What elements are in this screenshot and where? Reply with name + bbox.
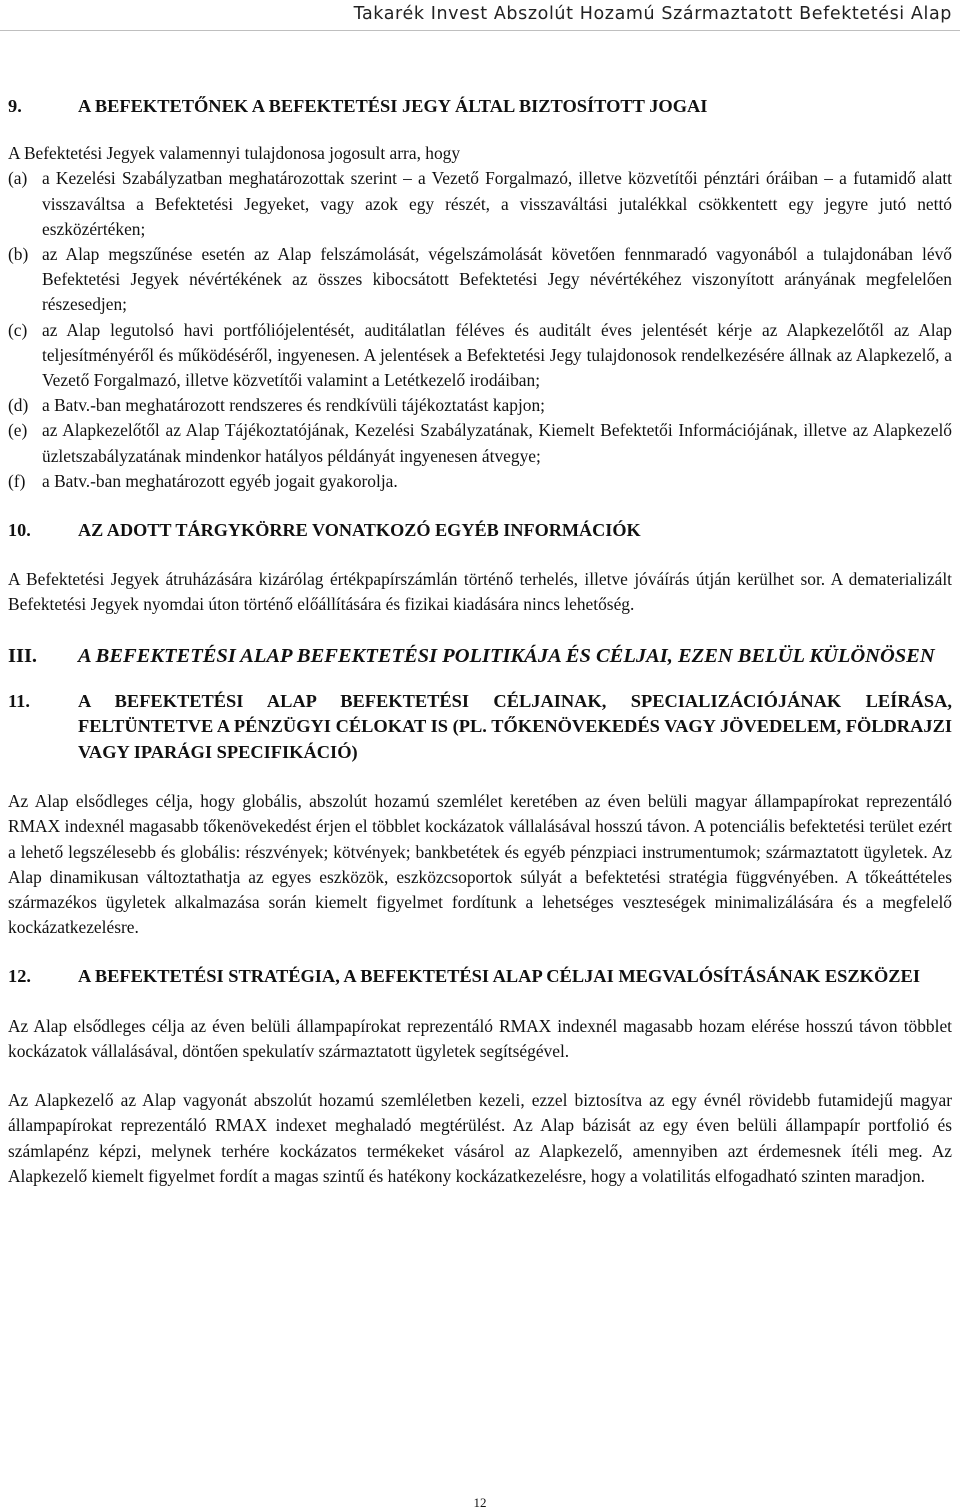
list-item-e bbox=[8, 418, 952, 468]
list-item-b bbox=[8, 242, 952, 318]
list-marker: (c) bbox=[8, 319, 28, 340]
list-marker: (a) bbox=[8, 168, 28, 189]
section-10-heading bbox=[8, 518, 952, 543]
list-text: a Kezelési Szabályzatban meghatározottak szerint – a Vezető Forgalmazó, illetve közvetítői pénztári óráiban – a futamidő alatt visszaváltsa a Befektetési Jegyeket, vagy azok egy részét, a visszaváltási jutalékkal csökkentett egy jegyre jutó nettó eszközértéken; bbox=[42, 168, 952, 239]
section-10-number: 10. bbox=[8, 520, 31, 541]
section-9-intro: A Befektetési Jegyek valamennyi tulajdonosa jogosult arra, hogy bbox=[8, 143, 461, 164]
section-12-body-2: Az Alapkezelő az Alap vagyonát abszolút hozamú szemléletben kezeli, ezzel biztosítva az egy évnél rövidebb futamidejű magyar állampapírokat reprezentáló RMAX indexet meghaladó megtérülést. Az Alap bázisát az egy éven belüli állampapír portfolió és számlapénz képzi, melynek terhére kockázatos termékeket vásárol az Alapkezelő, amennyiben azt érdemesnek ítéli meg. Az Alapkezelő kiemelt figyelmet fordít a magas szintű és hatékony kockázatkezelésre, hogy a volatilitás elfogadható szinten maradjon. bbox=[8, 1090, 952, 1186]
header-rule bbox=[0, 30, 960, 31]
list-marker: (e) bbox=[8, 420, 28, 441]
list-text: az Alap megszűnése esetén az Alap felszámolását, végelszámolását követően fennmaradó vagyonából a tulajdonában lévő Befektetési Jegyek névértékének az összes kibocsátott Befektetési Jegy névértékéhez viszonyított arányának megfelelően részesedjen; bbox=[42, 244, 952, 315]
list-text: a Batv.-ban meghatározott rendszeres és rendkívüli tájékoztatást kapjon; bbox=[42, 395, 546, 416]
page-number: 12 bbox=[473, 1495, 487, 1510]
section-12-title: A BEFEKTETÉSI STRATÉGIA, A BEFEKTETÉSI ALAP CÉLJAI MEGVALÓSÍTÁSÁNAK ESZKÖZEI bbox=[78, 966, 920, 987]
list-marker: (f) bbox=[8, 470, 26, 491]
list-text: az Alapkezelőtől az Alap Tájékoztatójának, Kezelési Szabályzatának, Kiemelt Befektetői Információjának, illetve az Alapkezelő üzletszabályzatának mindenkor hatályos példányát ingyenesen átvegye; bbox=[42, 420, 952, 466]
section-12-heading bbox=[8, 964, 952, 990]
part-3-number: III. bbox=[8, 644, 38, 667]
section-10-title: AZ ADOTT TÁRGYKÖRRE VONATKOZÓ EGYÉB INFORMÁCIÓK bbox=[78, 520, 641, 541]
list-marker: (b) bbox=[8, 244, 29, 265]
list-item-f bbox=[8, 469, 952, 494]
list-item-a bbox=[8, 166, 952, 242]
spacer bbox=[8, 1064, 952, 1088]
section-12-number: 12. bbox=[8, 966, 31, 987]
spacer bbox=[8, 940, 952, 964]
list-text: a Batv.-ban meghatározott egyéb jogait gyakorolja. bbox=[42, 470, 398, 491]
section-11-title: A BEFEKTETÉSI ALAP BEFEKTETÉSI CÉLJAINAK, SPECIALIZÁCIÓJÁNAK LEÍRÁSA, FELTÜNTETVE A PÉNZÜGYI CÉLOKAT IS (PL. TŐKENÖVEKEDÉS VAGY JÖVEDELEM, FÖLDRAJZI VAGY IPARÁGI SPECIFIKÁCIÓ) bbox=[78, 690, 952, 762]
section-9-heading bbox=[8, 94, 952, 119]
list-text: az Alap legutolsó havi portfóliójelentését, auditálatlan féléves és auditált éves jelentését kérje az Alapkezelőtől az Alap teljesítményéről és működéséről, ingyenesen. A jelentések a Befektetési Jegy tulajdonosok rendelkezésére állnak az Alapkezelő, a Vezető Forgalmazó, illetve közvetítői valamint a Letétkezelő irodáiban; bbox=[42, 319, 952, 391]
list-marker: (d) bbox=[8, 395, 29, 416]
section-11-number: 11. bbox=[8, 690, 30, 711]
section-11-body: Az Alap elsődleges célja, hogy globális, abszolút hozamú szemlélet keretében az éven belüli magyar állampapírokat reprezentáló RMAX indexnél magasabb tőkenövekedést érjen el többlet kockázatok vállalásával hosszú távon. A potenciális befektetési terület ezért a lehető legszélesebb és globális: részvények; kötvények; bankbetétek és egyéb pénzpiaci instrumentumok; származtatott ügyletek. Az Alap dinamikusan változtathatja az egyes eszközök, eszközcsoportok súlyát a befektetési stratégia függvényében. A tőkeáttételes származékos ügyletek alkalmazása során kiemelt figyelmet fordítunk a lehetséges veszteségek minimalizálására és a megfelelő kockázatkezelésre. bbox=[8, 791, 952, 938]
document-body bbox=[8, 94, 952, 1189]
section-9-title: A BEFEKTETŐNEK A BEFEKTETÉSI JEGY ÁLTAL BIZTOSÍTOTT JOGAI bbox=[78, 96, 708, 116]
page-header bbox=[0, 0, 960, 40]
part-3-title: A BEFEKTETÉSI ALAP BEFEKTETÉSI POLITIKÁJA ÉS CÉLJAI, EZEN BELÜL KÜLÖNÖSEN bbox=[78, 644, 935, 667]
section-9-number: 9. bbox=[8, 96, 22, 116]
list-item-c bbox=[8, 318, 952, 394]
section-10-body: A Befektetési Jegyek átruházására kizárólag értékpapírszámlán történő terhelés, illetve jóváírás útján kerülhet sor. A dematerializált Befektetési Jegyek nyomdai úton történő előállítására és fizikai kiadására nincs lehetőség. bbox=[8, 569, 952, 615]
header-title: Takarék Invest Abszolút Hozamú Származtatott Befektetési Alap bbox=[353, 4, 952, 24]
list-item-d bbox=[8, 393, 952, 418]
section-11-heading bbox=[8, 689, 952, 766]
part-3-heading bbox=[8, 643, 952, 669]
section-12-body-1: Az Alap elsődleges célja az éven belüli állampapírokat reprezentáló RMAX indexnél magasabb hozam elérése hosszú távon többlet kockázatok vállalásával, döntően spekulatív származtatott ügyletek segítségével. bbox=[8, 1015, 952, 1062]
